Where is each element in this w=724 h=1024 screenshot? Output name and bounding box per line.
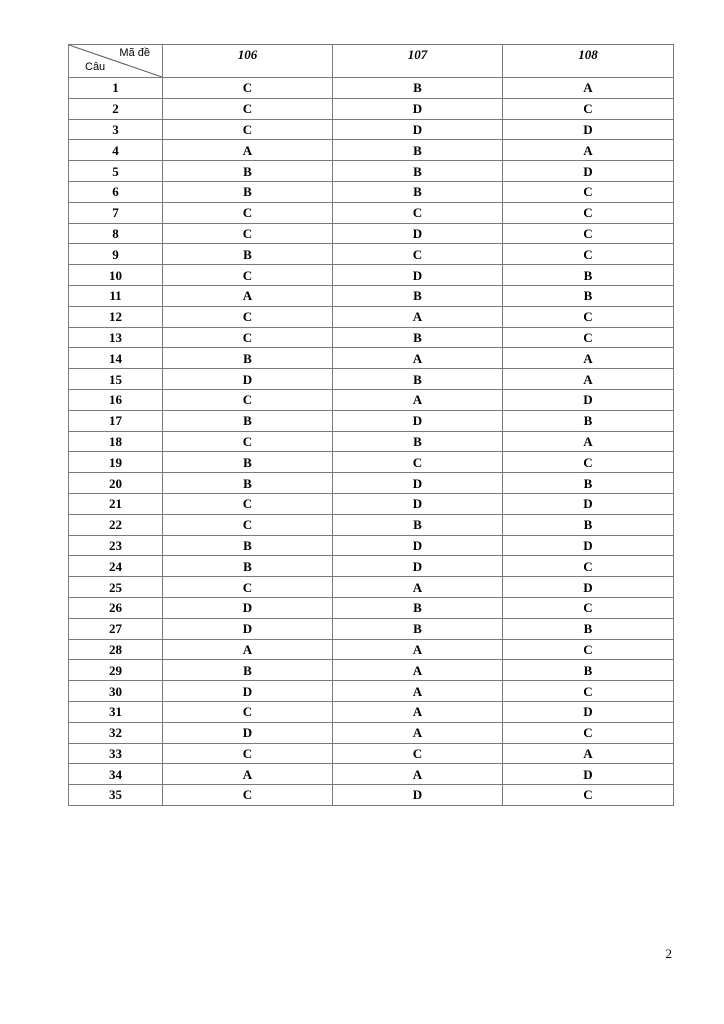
answer-cell: B	[333, 597, 503, 618]
table-row	[69, 285, 674, 306]
table-row	[69, 140, 674, 161]
question-number-cell: 9	[69, 244, 163, 265]
question-number-cell: 16	[69, 389, 163, 410]
answer-cell: D	[503, 493, 674, 514]
answer-cell: D	[333, 473, 503, 494]
answer-cell: C	[503, 681, 674, 702]
table-row	[69, 722, 674, 743]
exam-code-header: 108	[503, 45, 674, 78]
answer-cell: B	[163, 556, 333, 577]
table-row	[69, 660, 674, 681]
answer-cell: C	[333, 202, 503, 223]
answer-cell: A	[333, 389, 503, 410]
answer-cell: A	[503, 78, 674, 99]
table-row	[69, 348, 674, 369]
table-row	[69, 389, 674, 410]
question-number-cell: 25	[69, 577, 163, 598]
answer-cell: D	[163, 722, 333, 743]
table-row	[69, 785, 674, 806]
answer-cell: B	[163, 348, 333, 369]
answer-cell: B	[503, 285, 674, 306]
answer-cell: C	[503, 722, 674, 743]
answer-cell: B	[333, 181, 503, 202]
answer-cell: B	[163, 410, 333, 431]
answer-cell: A	[163, 764, 333, 785]
answer-cell: A	[333, 577, 503, 598]
answer-cell: D	[333, 556, 503, 577]
answer-cell: B	[333, 514, 503, 535]
answer-cell: D	[503, 535, 674, 556]
answer-cell: D	[333, 265, 503, 286]
table-row	[69, 681, 674, 702]
answer-cell: D	[503, 161, 674, 182]
answer-cell: C	[503, 223, 674, 244]
question-number-cell: 2	[69, 98, 163, 119]
answer-cell: A	[333, 701, 503, 722]
question-number-cell: 29	[69, 660, 163, 681]
answer-cell: D	[503, 764, 674, 785]
question-number-cell: 14	[69, 348, 163, 369]
answer-cell: A	[163, 140, 333, 161]
question-number-cell: 11	[69, 285, 163, 306]
answer-cell: B	[333, 431, 503, 452]
answer-cell: A	[333, 722, 503, 743]
answer-cell: A	[333, 660, 503, 681]
question-label: Câu	[85, 61, 106, 73]
answer-cell: C	[503, 181, 674, 202]
answer-cell: A	[333, 348, 503, 369]
question-number-cell: 31	[69, 701, 163, 722]
table-row	[69, 556, 674, 577]
answer-cell: B	[163, 473, 333, 494]
exam-code-header: 106	[163, 45, 333, 78]
answer-cell: C	[163, 327, 333, 348]
table-row	[69, 181, 674, 202]
answer-cell: B	[503, 660, 674, 681]
table-row	[69, 265, 674, 286]
answer-cell: C	[503, 785, 674, 806]
table-row	[69, 597, 674, 618]
answer-cell: C	[163, 493, 333, 514]
answer-cell: A	[163, 285, 333, 306]
table-row	[69, 98, 674, 119]
answer-cell: C	[503, 306, 674, 327]
answer-cell: B	[503, 410, 674, 431]
table-row	[69, 369, 674, 390]
answer-cell: C	[163, 701, 333, 722]
answer-cell: B	[163, 535, 333, 556]
answer-cell: C	[163, 514, 333, 535]
question-number-cell: 35	[69, 785, 163, 806]
table-row	[69, 119, 674, 140]
answer-cell: C	[503, 327, 674, 348]
answer-cell: C	[163, 98, 333, 119]
answer-cell: A	[333, 306, 503, 327]
answer-cell: C	[163, 577, 333, 598]
answer-cell: A	[333, 681, 503, 702]
answer-cell: C	[163, 389, 333, 410]
answer-cell: C	[163, 119, 333, 140]
question-number-cell: 4	[69, 140, 163, 161]
answer-cell: C	[503, 452, 674, 473]
question-number-cell: 8	[69, 223, 163, 244]
answer-cell: B	[333, 618, 503, 639]
answer-key-table	[68, 44, 674, 806]
answer-cell: C	[163, 306, 333, 327]
table-row	[69, 493, 674, 514]
question-number-cell: 32	[69, 722, 163, 743]
answer-cell: D	[333, 410, 503, 431]
answer-cell: D	[163, 597, 333, 618]
answer-cell: D	[503, 119, 674, 140]
question-number-cell: 19	[69, 452, 163, 473]
question-number-cell: 17	[69, 410, 163, 431]
answer-cell: C	[163, 265, 333, 286]
answer-cell: B	[163, 452, 333, 473]
question-number-cell: 1	[69, 78, 163, 99]
table-row	[69, 244, 674, 265]
answer-cell: D	[163, 369, 333, 390]
table-row	[69, 452, 674, 473]
answer-cell: D	[163, 681, 333, 702]
answer-cell: C	[163, 431, 333, 452]
question-number-cell: 22	[69, 514, 163, 535]
answer-cell: D	[333, 98, 503, 119]
exam-code-label: Mã đề	[119, 47, 150, 59]
corner-header-cell	[69, 45, 163, 78]
answer-cell: C	[503, 244, 674, 265]
question-number-cell: 21	[69, 493, 163, 514]
answer-cell: A	[163, 639, 333, 660]
answer-cell: B	[163, 244, 333, 265]
answer-cell: B	[333, 78, 503, 99]
answer-cell: D	[333, 785, 503, 806]
answer-cell: C	[503, 202, 674, 223]
answer-cell: C	[163, 78, 333, 99]
question-number-cell: 18	[69, 431, 163, 452]
question-number-cell: 26	[69, 597, 163, 618]
question-number-cell: 7	[69, 202, 163, 223]
question-number-cell: 20	[69, 473, 163, 494]
table-row	[69, 639, 674, 660]
answer-cell: A	[333, 764, 503, 785]
answer-cell: B	[163, 161, 333, 182]
answer-cell: B	[503, 473, 674, 494]
answer-cell: B	[163, 181, 333, 202]
answer-cell: D	[503, 701, 674, 722]
answer-cell: C	[503, 639, 674, 660]
answer-cell: A	[503, 348, 674, 369]
question-number-cell: 10	[69, 265, 163, 286]
table-row	[69, 618, 674, 639]
question-number-cell: 28	[69, 639, 163, 660]
answer-cell: D	[503, 577, 674, 598]
answer-cell: A	[503, 140, 674, 161]
question-number-cell: 27	[69, 618, 163, 639]
answer-cell: C	[333, 743, 503, 764]
answer-cell: D	[333, 119, 503, 140]
question-number-cell: 24	[69, 556, 163, 577]
table-row	[69, 202, 674, 223]
answer-table-body	[69, 78, 674, 806]
answer-cell: B	[333, 140, 503, 161]
answer-cell: C	[163, 202, 333, 223]
question-number-cell: 5	[69, 161, 163, 182]
table-row	[69, 514, 674, 535]
table-row	[69, 701, 674, 722]
answer-cell: B	[333, 369, 503, 390]
answer-cell: C	[503, 556, 674, 577]
answer-cell: A	[503, 369, 674, 390]
table-row	[69, 306, 674, 327]
question-number-cell: 33	[69, 743, 163, 764]
table-row	[69, 223, 674, 244]
answer-cell: C	[333, 452, 503, 473]
answer-cell: B	[503, 265, 674, 286]
answer-cell: D	[503, 389, 674, 410]
answer-cell: A	[503, 743, 674, 764]
answer-cell: D	[333, 493, 503, 514]
question-number-cell: 30	[69, 681, 163, 702]
answer-cell: C	[163, 743, 333, 764]
table-row	[69, 78, 674, 99]
question-number-cell: 6	[69, 181, 163, 202]
question-number-cell: 12	[69, 306, 163, 327]
answer-cell: B	[163, 660, 333, 681]
answer-cell: B	[333, 161, 503, 182]
answer-cell: D	[163, 618, 333, 639]
answer-cell: A	[503, 431, 674, 452]
table-row	[69, 473, 674, 494]
table-row	[69, 764, 674, 785]
header-row	[69, 45, 674, 78]
answer-cell: C	[503, 98, 674, 119]
table-row	[69, 577, 674, 598]
answer-cell: C	[163, 223, 333, 244]
question-number-cell: 13	[69, 327, 163, 348]
answer-cell: C	[333, 244, 503, 265]
exam-code-header: 107	[333, 45, 503, 78]
question-number-cell: 34	[69, 764, 163, 785]
table-row	[69, 161, 674, 182]
answer-cell: D	[333, 223, 503, 244]
question-number-cell: 15	[69, 369, 163, 390]
table-row	[69, 410, 674, 431]
table-row	[69, 431, 674, 452]
question-number-cell: 23	[69, 535, 163, 556]
answer-cell: B	[333, 327, 503, 348]
answer-cell: C	[163, 785, 333, 806]
question-number-cell: 3	[69, 119, 163, 140]
answer-cell: B	[503, 514, 674, 535]
table-row	[69, 743, 674, 764]
table-row	[69, 327, 674, 348]
answer-cell: C	[503, 597, 674, 618]
answer-cell: A	[333, 639, 503, 660]
answer-cell: B	[333, 285, 503, 306]
table-row	[69, 535, 674, 556]
answer-cell: D	[333, 535, 503, 556]
answer-cell: B	[503, 618, 674, 639]
page-number: 2	[665, 946, 672, 961]
